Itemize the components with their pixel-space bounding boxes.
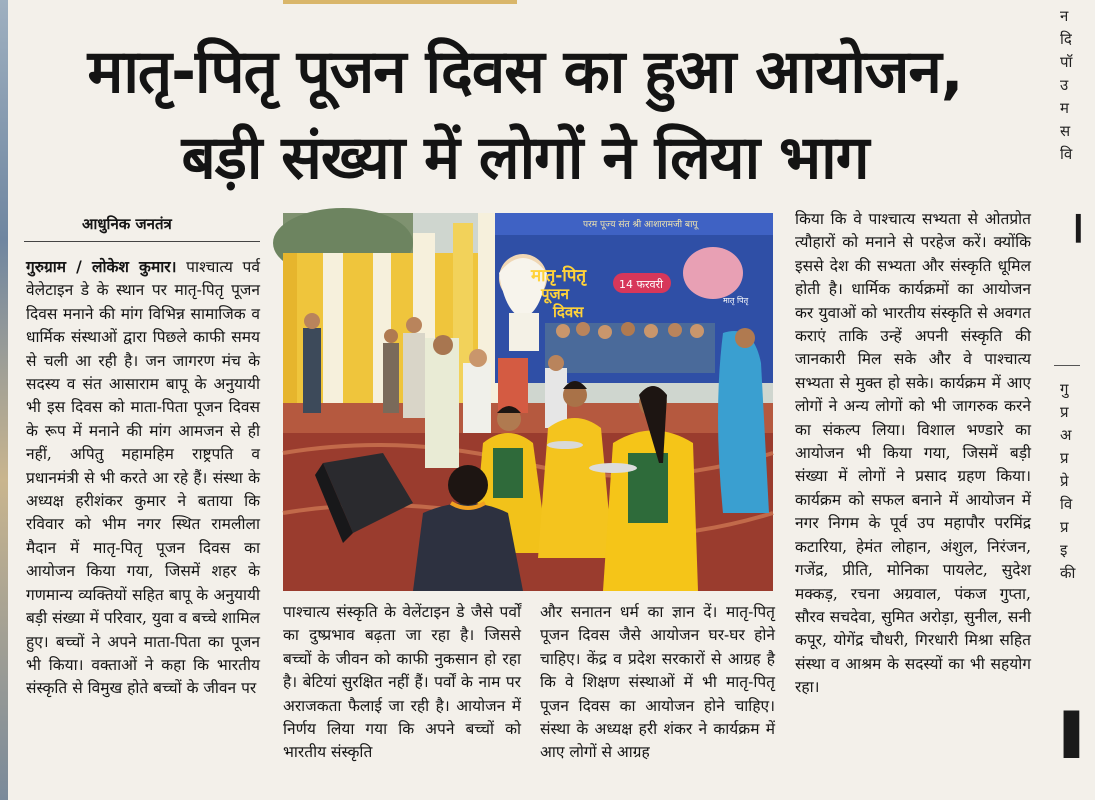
event-photo [283,213,773,591]
column-1-text: पाश्चात्य पर्व वेलेटाइन डे के स्थान पर मातृ-पितृ पूजन दिवस मनाने की मांग विभिन्न सामाजिक व धार्मिक संस्थाओं द्वारा पिछले काफी समय से चली आ रही है। जन जागरण मंच के सदस्य व संत आसाराम बापू के अनुयायी भी इस दिवस को माता-पिता पूजन दिवस के रूप में मनाने की मांग आमजन से ही नहीं, अपितु महामहिम राष्ट्रपति व प्रधानमंत्री से भी करते आ रहे हैं। संस्था के अध्यक्ष हरीशंकर कुमार ने बताया कि रविवार को भीम नगर स्थित रामलीला मैदान में मातृ-पितृ पूजन दिवस का आयोजन किया गया, जिसमें शहर के गणमान्य व्यक्तियों सहित बापू के अनुयायी बड़ी संख्या में परिवार, युवा व बच्चे शामिल हुए। बच्चों ने अपने माता-पिता का पूजन भी किया। वक्ताओं ने कहा कि भारतीय संस्कृति से विमुख होते बच्चों के जीवन पर [26,258,260,698]
article-column-1 [26,255,260,800]
headline-line-2: बड़ी संख्या में लोगों ने लिया भाग [181,123,869,193]
source-rule [24,241,260,242]
fragment-line: न [1060,7,1069,25]
newspaper-source: आधुनिक जनतंत्र [82,215,172,233]
fragment-line: प्र [1060,403,1069,421]
article-column-4: किया कि वे पाश्चात्य सभ्यता से ओतप्रोत त्यौहारों को मनाने से परहेज करें। क्योंकि इससे देश की सभ्यता और संस्कृति धूमिल होती है। धार्मिक कार्यक्रमों का आयोजन कर युवाओं को भारतीय संस्कृति से अवगत कराएं ताकि उन्हें अपनी संस्कृति की जानकारी मिल सके और वे पाश्चात्य सभ्यता से मुक्त हो सके। कार्यक्रम में आए लोगों ने अन्य लोगों को भी जागरुक करने का संकल्प लिया। विशाल भण्डारे का आयोजन भी किया गया, जिसमें बड़ी संख्या में लोगों ने प्रसाद ग्रहण किया। कार्यक्रम को सफल बनाने में आयोजन में नगर निगम के पूर्व उप महापौर परमिंद्र कटारिया, हेमंत लोहान, अंशुल, निरंजन, गजेंद्र, प्रीति, मोनिका पायलेट, सुदेश मक्कड़, रचना अग्रवाल, पंकज गुप्ता, सौरव सचदेवा, सुमित अरोड़ा, सुनील, सनी कपूर, योगेंद्र चौधरी, गिरधारी मिश्रा सहित संस्था व आश्रम के सदस्यों का भी सहयोग रहा। [795,210,1031,697]
cut-off-headline-glyph-1: । [1068,202,1085,253]
fragment-line: म [1060,99,1069,117]
fragment-line: वि [1060,495,1073,513]
fragment-line: प्र [1060,449,1069,467]
fragment-line: की [1060,564,1076,582]
banner-title-line-1: मातृ-पितृ [531,266,587,286]
article-column-2: पाश्चात्य संस्कृति के वेलेंटाइन डे जैसे पर्वों का दुष्प्रभाव बढ़ता जा रहा है। जिससे बच्चों के जीवन को काफी नुकसान हो रहा है। बेटियां सुरक्षित नहीं हैं। पर्वों के नाम पर अराजकता फैलाई जा रही है। आयोजन में निर्णय लिया गया कि अपने बच्चों को भारतीय संस्कृति [283,603,521,762]
banner-top-line: परम पूज्य संत श्री आशारामजी बापू [583,220,698,230]
banner-date: 14 फरवरी [619,278,663,291]
fragment-line: वि [1060,145,1073,163]
left-edge-photo-strip [0,0,8,800]
fragment-line: उ [1060,76,1069,94]
headline-line-1: मातृ-पितृ पूजन दिवस का हुआ आयोजन, [87,37,963,107]
adjacent-article-fragment [1060,0,1080,800]
fragment-line: अ [1060,426,1072,444]
banner-title-line-2: पूजन [541,285,569,303]
fragment-line: गु [1060,380,1069,398]
fragment-line: इ [1060,541,1068,559]
banner-side-logo: मातृ पितृ [723,296,749,305]
fragment-line: पॉ [1060,53,1073,71]
banner-title-line-3: दिवस [553,303,584,321]
fragment-line: प्रे [1060,472,1069,490]
top-edge-bar [283,0,517,4]
dateline: गुरुग्राम / लोकेश कुमार। [26,257,177,276]
fragment-line: दि [1060,30,1072,48]
fragment-line: स [1060,122,1071,140]
cut-off-headline-glyph-2: ▌ [1064,712,1095,758]
article-column-3: और सनातन धर्म का ज्ञान दें। मातृ-पितृ पूजन दिवस जैसे आयोजन घर-घर होने चाहिए। केंद्र व प्रदेश सरकारों से आग्रह है कि वे शिक्षण संस्थाओं में भी मातृ-पितृ पूजन दिवस का आयोजन होने चाहिए। संस्था के अध्यक्ष हरी शंकर ने कार्यक्रम में आए लोगों से आग्रह [540,603,775,762]
fragment-line: प्र [1060,518,1069,536]
